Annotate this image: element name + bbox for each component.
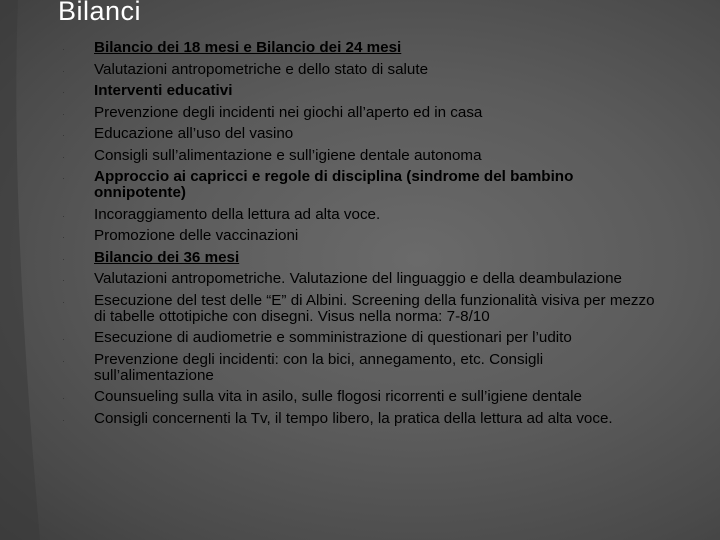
list-item (56, 148, 656, 164)
item-text: Prevenzione degli incidenti: con la bici, annegamento, etc. Consigli sull’alimentazione (94, 350, 544, 384)
item-text: Valutazioni antropometriche e dello stato di salute (94, 60, 429, 78)
list-item (56, 411, 656, 427)
item-text: Consigli sull’alimentazione e sull’igiene dentale autonoma (94, 146, 482, 164)
item-text: Incoraggiamento della lettura ad alta voce. (94, 205, 381, 223)
list-item (56, 352, 656, 384)
list-item (56, 207, 656, 223)
list-item (56, 126, 656, 142)
item-text: Prevenzione degli incidenti nei giochi all’aperto ed in casa (94, 103, 483, 121)
item-text: Counsueling sulla vita in asilo, sulle flogosi ricorrenti e sull’igiene dentale (94, 388, 582, 405)
bullet-icon: · (62, 334, 65, 344)
item-text: Consigli concernenti la Tv, il tempo libero, la pratica della lettura ad alta voce. (94, 409, 613, 427)
bullet-icon: · (62, 253, 65, 264)
list-item (56, 293, 656, 325)
bullet-icon: · (62, 151, 65, 162)
bullet-icon: · (62, 65, 65, 76)
bullet-icon: · (62, 355, 65, 366)
list-item (56, 228, 656, 244)
item-text: Valutazioni antropometriche. Valutazione del linguaggio e della deambulazione (94, 270, 622, 287)
bullet-icon: · (62, 87, 65, 97)
list-item (56, 40, 656, 56)
list-item (56, 271, 656, 287)
list-item (56, 62, 656, 78)
item-text: Interventi educativi (94, 82, 233, 99)
item-text: Approccio ai capricci e regole di disciplina (sindrome del bambino onnipotente) (94, 168, 574, 201)
item-text: Promozione delle vaccinazioni (94, 227, 299, 244)
list-item (56, 389, 656, 405)
list-item (56, 169, 656, 201)
bullet-icon: · (62, 130, 65, 140)
item-text: Esecuzione del test delle “E” di Albini. Screening della funzionalità visiva per mezzo di tabelle ottotipiche con disegni. Visus nella norma: 7-8/10 (94, 291, 655, 325)
bullet-icon: · (62, 296, 65, 307)
list-item (56, 105, 656, 121)
bullet-icon: · (62, 275, 65, 285)
bullet-icon: · (62, 108, 65, 119)
item-text: Educazione all’uso del vasino (94, 125, 294, 142)
item-text: Esecuzione di audiometrie e somministrazione di questionari per l’udito (94, 329, 572, 346)
bullet-icon: · (62, 232, 65, 242)
item-text: Bilancio dei 18 mesi e Bilancio dei 24 mesi (94, 39, 402, 56)
bullet-icon: · (62, 173, 65, 183)
item-text: Bilancio dei 36 mesi (94, 248, 240, 266)
list-item (56, 83, 656, 99)
bullet-icon: · (62, 393, 65, 403)
slide-title: Bilanci (58, 0, 142, 26)
bullet-list (56, 40, 656, 432)
bullet-icon: · (62, 44, 65, 54)
bullet-icon: · (62, 414, 65, 425)
bullet-icon: · (62, 210, 65, 221)
list-item (56, 250, 656, 266)
list-item (56, 330, 656, 346)
